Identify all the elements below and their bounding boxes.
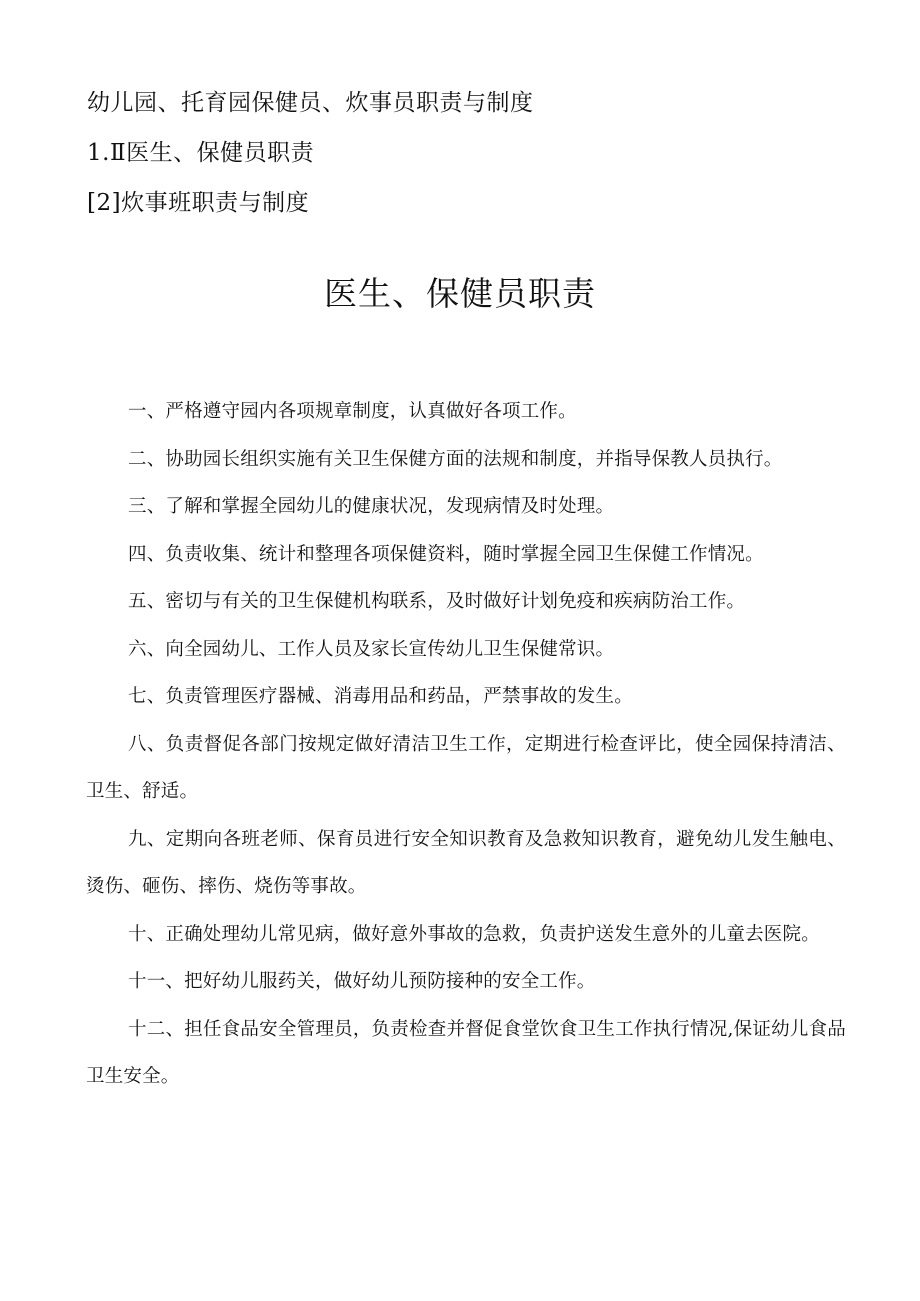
page-title: 医生、保健员职责 <box>324 274 596 313</box>
table-of-contents <box>87 78 847 228</box>
toc-heading: 幼儿园、托育园保健员、炊事员职责与制度 <box>87 90 534 116</box>
duty-item: 十、正确处理幼儿常见病，做好意外事故的急救，负责护送发生意外的儿童去医院。 <box>128 923 820 945</box>
duty-item: 六、向全园幼儿、工作人员及家长宣传幼儿卫生保健常识。 <box>128 638 615 660</box>
duty-item: 十一、把好幼儿服药关，做好幼儿预防接种的安全工作。 <box>128 971 596 992</box>
duties-list <box>86 388 846 1101</box>
duty-item: 四、负责收集、统计和整理各项保健资料，随时掌握全园卫生保健工作情况。 <box>128 543 764 565</box>
duty-item: 三、了解和掌握全园幼儿的健康状况，发现病情及时处理。 <box>128 496 615 517</box>
duty-item: 八、负责督促各部门按规定做好清洁卫生工作，定期进行检查评比，使全园保持清洁、卫生、舒适。 <box>86 733 846 802</box>
toc-item-kitchen-duties[interactable]: [2]炊事班职责与制度 <box>87 190 310 216</box>
duty-item: 九、定期向各班老师、保育员进行安全知识教育及急救知识教育，避免幼儿发生触电、烫伤、砸伤、摔伤、烧伤等事故。 <box>86 828 846 897</box>
duty-item: 二、协助园长组织实施有关卫生保健方面的法规和制度，并指导保教人员执行。 <box>128 448 783 470</box>
duty-item: 五、密切与有关的卫生保健机构联系，及时做好计划免疫和疾病防治工作。 <box>128 591 746 612</box>
toc-item-doctor-duties[interactable]: 1.Ⅱ医生、保健员职责 <box>87 140 315 166</box>
duty-item: 一、严格遵守园内各项规章制度，认真做好各项工作。 <box>128 401 577 422</box>
duty-item: 七、负责管理医疗器械、消毒用品和药品，严禁事故的发生。 <box>128 686 633 707</box>
duty-item: 十二、担任食品安全管理员，负责检查并督促食堂饮食卫生工作执行情况,保证幼儿食品卫生安全。 <box>86 1018 846 1087</box>
